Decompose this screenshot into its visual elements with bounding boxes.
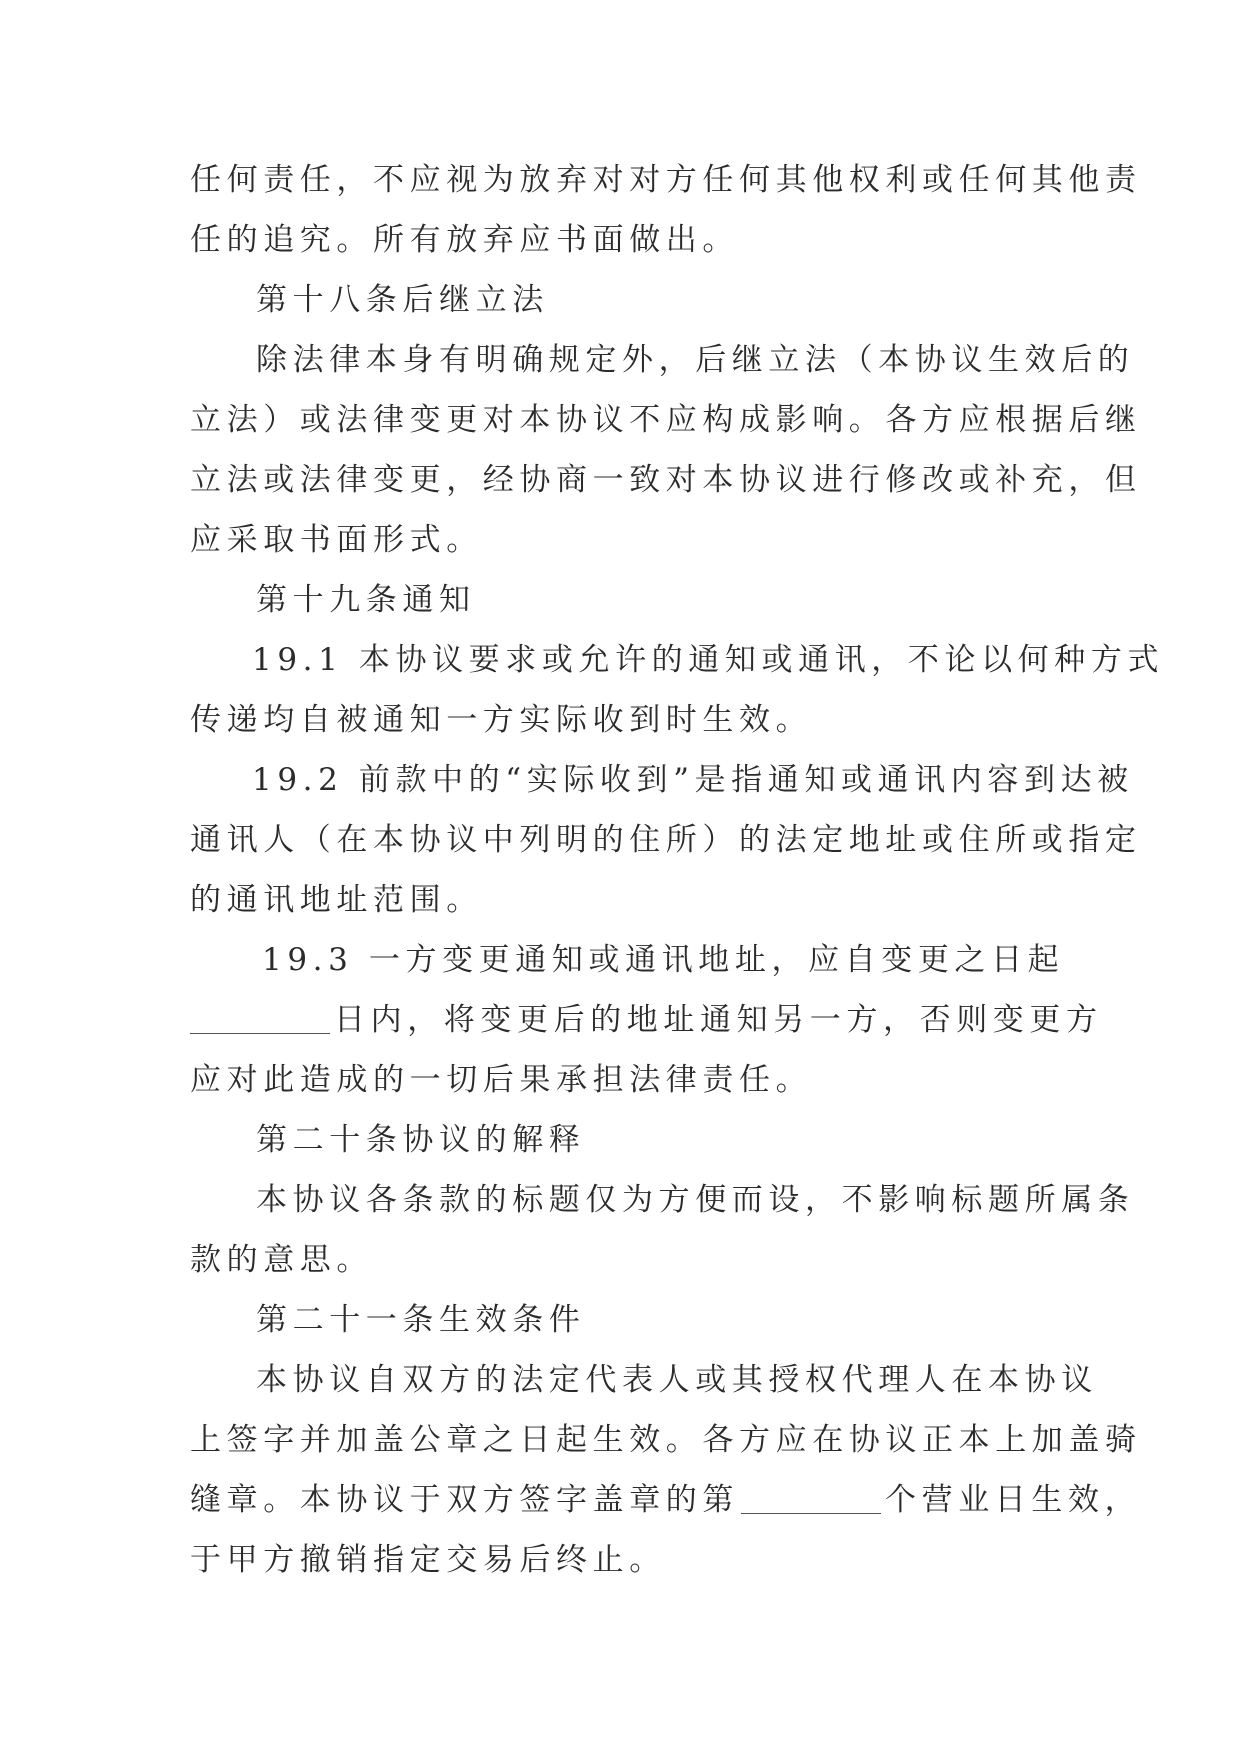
paragraph-line: 上签字并加盖公章之日起生效。各方应在协议正本上加盖骑 [190, 1422, 1142, 1458]
paragraph-line: 立法或法律变更，经协商一致对本协议进行修改或补充，但 [190, 462, 1142, 498]
fill-in-blank [741, 1483, 881, 1514]
section-heading: 第二十条协议的解释 [256, 1122, 586, 1158]
paragraph-line: 应采取书面形式。 [190, 522, 483, 558]
paragraph-line: 任的追究。所有放弃应书面做出。 [190, 222, 739, 258]
paragraph-line: 除法律本身有明确规定外，后继立法（本协议生效后的 [256, 342, 1135, 378]
document-page [190, 150, 1165, 1590]
paragraph-line: 19.1 本协议要求或允许的通知或通讯，不论以何种方式 [252, 642, 1165, 678]
paragraph-line: 传递均自被通知一方实际收到时生效。 [190, 702, 813, 738]
paragraph-line: 于甲方撤销指定交易后终止。 [190, 1542, 666, 1578]
section-heading: 第十九条通知 [256, 582, 476, 618]
paragraph-text: 个营业日生效， [885, 1482, 1142, 1518]
paragraph-line: 的通讯地址范围。 [190, 882, 483, 918]
section-heading: 第十八条后继立法 [256, 282, 549, 318]
paragraph-line: 本协议各条款的标题仅为方便而设，不影响标题所属条 [256, 1182, 1135, 1218]
paragraph-text: 日内，将变更后的地址通知另一方，否则变更方 [334, 1002, 1103, 1038]
paragraph-text: 缝章。本协议于双方签字盖章的第 [190, 1482, 739, 1518]
paragraph-line: 款的意思。 [190, 1242, 373, 1278]
paragraph-line: 通讯人（在本协议中列明的住所）的法定地址或住所或指定 [190, 822, 1142, 858]
paragraph-line: 19.3 一方变更通知或通讯地址，应自变更之日起 [262, 942, 1065, 978]
section-heading: 第二十一条生效条件 [256, 1302, 586, 1338]
fill-in-blank [190, 1003, 330, 1034]
paragraph-line: 应对此造成的一切后果承担法律责任。 [190, 1062, 813, 1098]
paragraph-line-with-blank [190, 990, 1103, 1050]
paragraph-line: 任何责任，不应视为放弃对对方任何其他权利或任何其他责 [190, 162, 1142, 198]
paragraph-line-with-blank [190, 1470, 1142, 1530]
paragraph-line: 本协议自双方的法定代表人或其授权代理人在本协议 [256, 1362, 1098, 1398]
paragraph-line: 19.2 前款中的“实际收到”是指通知或通讯内容到达被 [252, 762, 1134, 798]
paragraph-line: 立法）或法律变更对本协议不应构成影响。各方应根据后继 [190, 402, 1142, 438]
